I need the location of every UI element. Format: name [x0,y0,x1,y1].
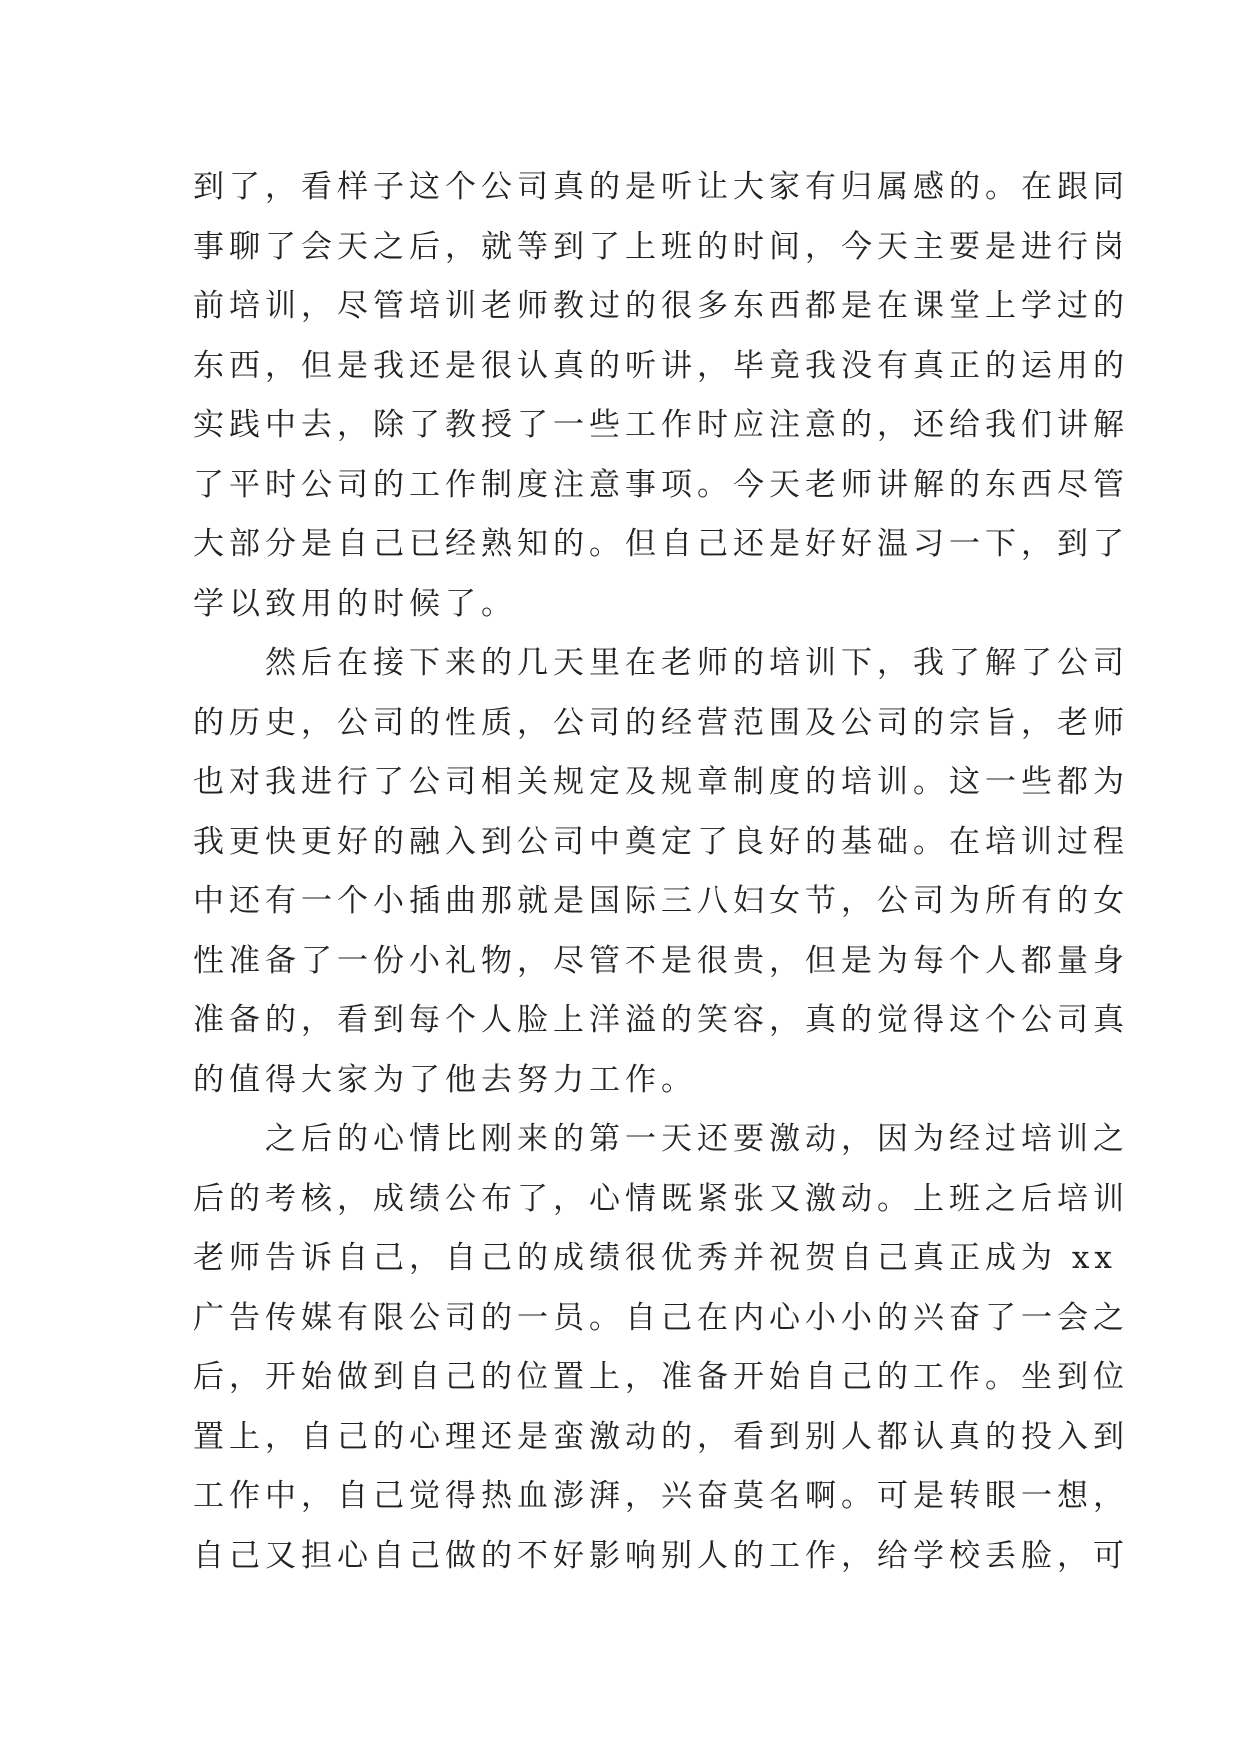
paragraph-2 [193,634,1129,1110]
text-line: 学以致用的时候了。 [193,585,517,622]
text-line: 中还有一个小插曲那就是国际三八妇女节，公司为所有的女 [193,883,1129,919]
text-line: 广告传媒有限公司的一员。自己在内心小小的兴奋了一会之 [193,1299,1129,1336]
text-line: 也对我进行了公司相关规定及规章制度的培训。这一些都为 [193,764,1129,800]
text-line: 性准备了一份小礼物，尽管不是很贵，但是为每个人都量身 [193,942,1129,979]
text-line: 了平时公司的工作制度注意事项。今天老师讲解的东西尽管 [193,466,1129,503]
text-line: 的值得大家为了他去努力工作。 [193,1061,697,1098]
text-line: 自己又担心自己做的不好影响别人的工作，给学校丢脸，可 [193,1537,1129,1574]
document-body [193,158,1129,1586]
text-line: 大部分是自己已经熟知的。但自己还是好好温习一下，到了 [193,526,1129,562]
text-line: 老师告诉自己，自己的成绩很优秀并祝贺自己真正成为 xx [193,1240,1117,1276]
text-line: 工作中，自己觉得热血澎湃，兴奋莫名啊。可是转眼一想， [193,1478,1129,1514]
text-line: 的历史，公司的性质，公司的经营范围及公司的宗旨，老师 [193,704,1129,741]
text-line-indented: 然后在接下来的几天里在老师的培训下，我了解了公司 [265,645,1129,681]
text-line: 前培训，尽管培训老师教过的很多东西都是在课堂上学过的 [193,288,1129,324]
text-line-indented: 之后的心情比刚来的第一天还要激动，因为经过培训之 [265,1121,1129,1157]
text-line: 后，开始做到自己的位置上，准备开始自己的工作。坐到位 [193,1359,1129,1395]
text-line: 事聊了会天之后，就等到了上班的时间，今天主要是进行岗 [193,228,1129,265]
text-line: 置上，自己的心理还是蛮激动的，看到别人都认真的投入到 [193,1418,1129,1455]
text-line: 后的考核，成绩公布了，心情既紧张又激动。上班之后培训 [193,1180,1129,1217]
text-line: 我更快更好的融入到公司中奠定了良好的基础。在培训过程 [193,823,1129,860]
paragraph-3 [193,1110,1129,1586]
text-line: 准备的，看到每个人脸上洋溢的笑容，真的觉得这个公司真 [193,1002,1129,1038]
text-line: 东西，但是我还是很认真的听讲，毕竟我没有真正的运用的 [193,347,1129,384]
text-line: 到了，看样子这个公司真的是听让大家有归属感的。在跟同 [193,169,1129,205]
text-line: 实践中去，除了教授了一些工作时应注意的，还给我们讲解 [193,407,1129,443]
paragraph-1 [193,158,1129,634]
